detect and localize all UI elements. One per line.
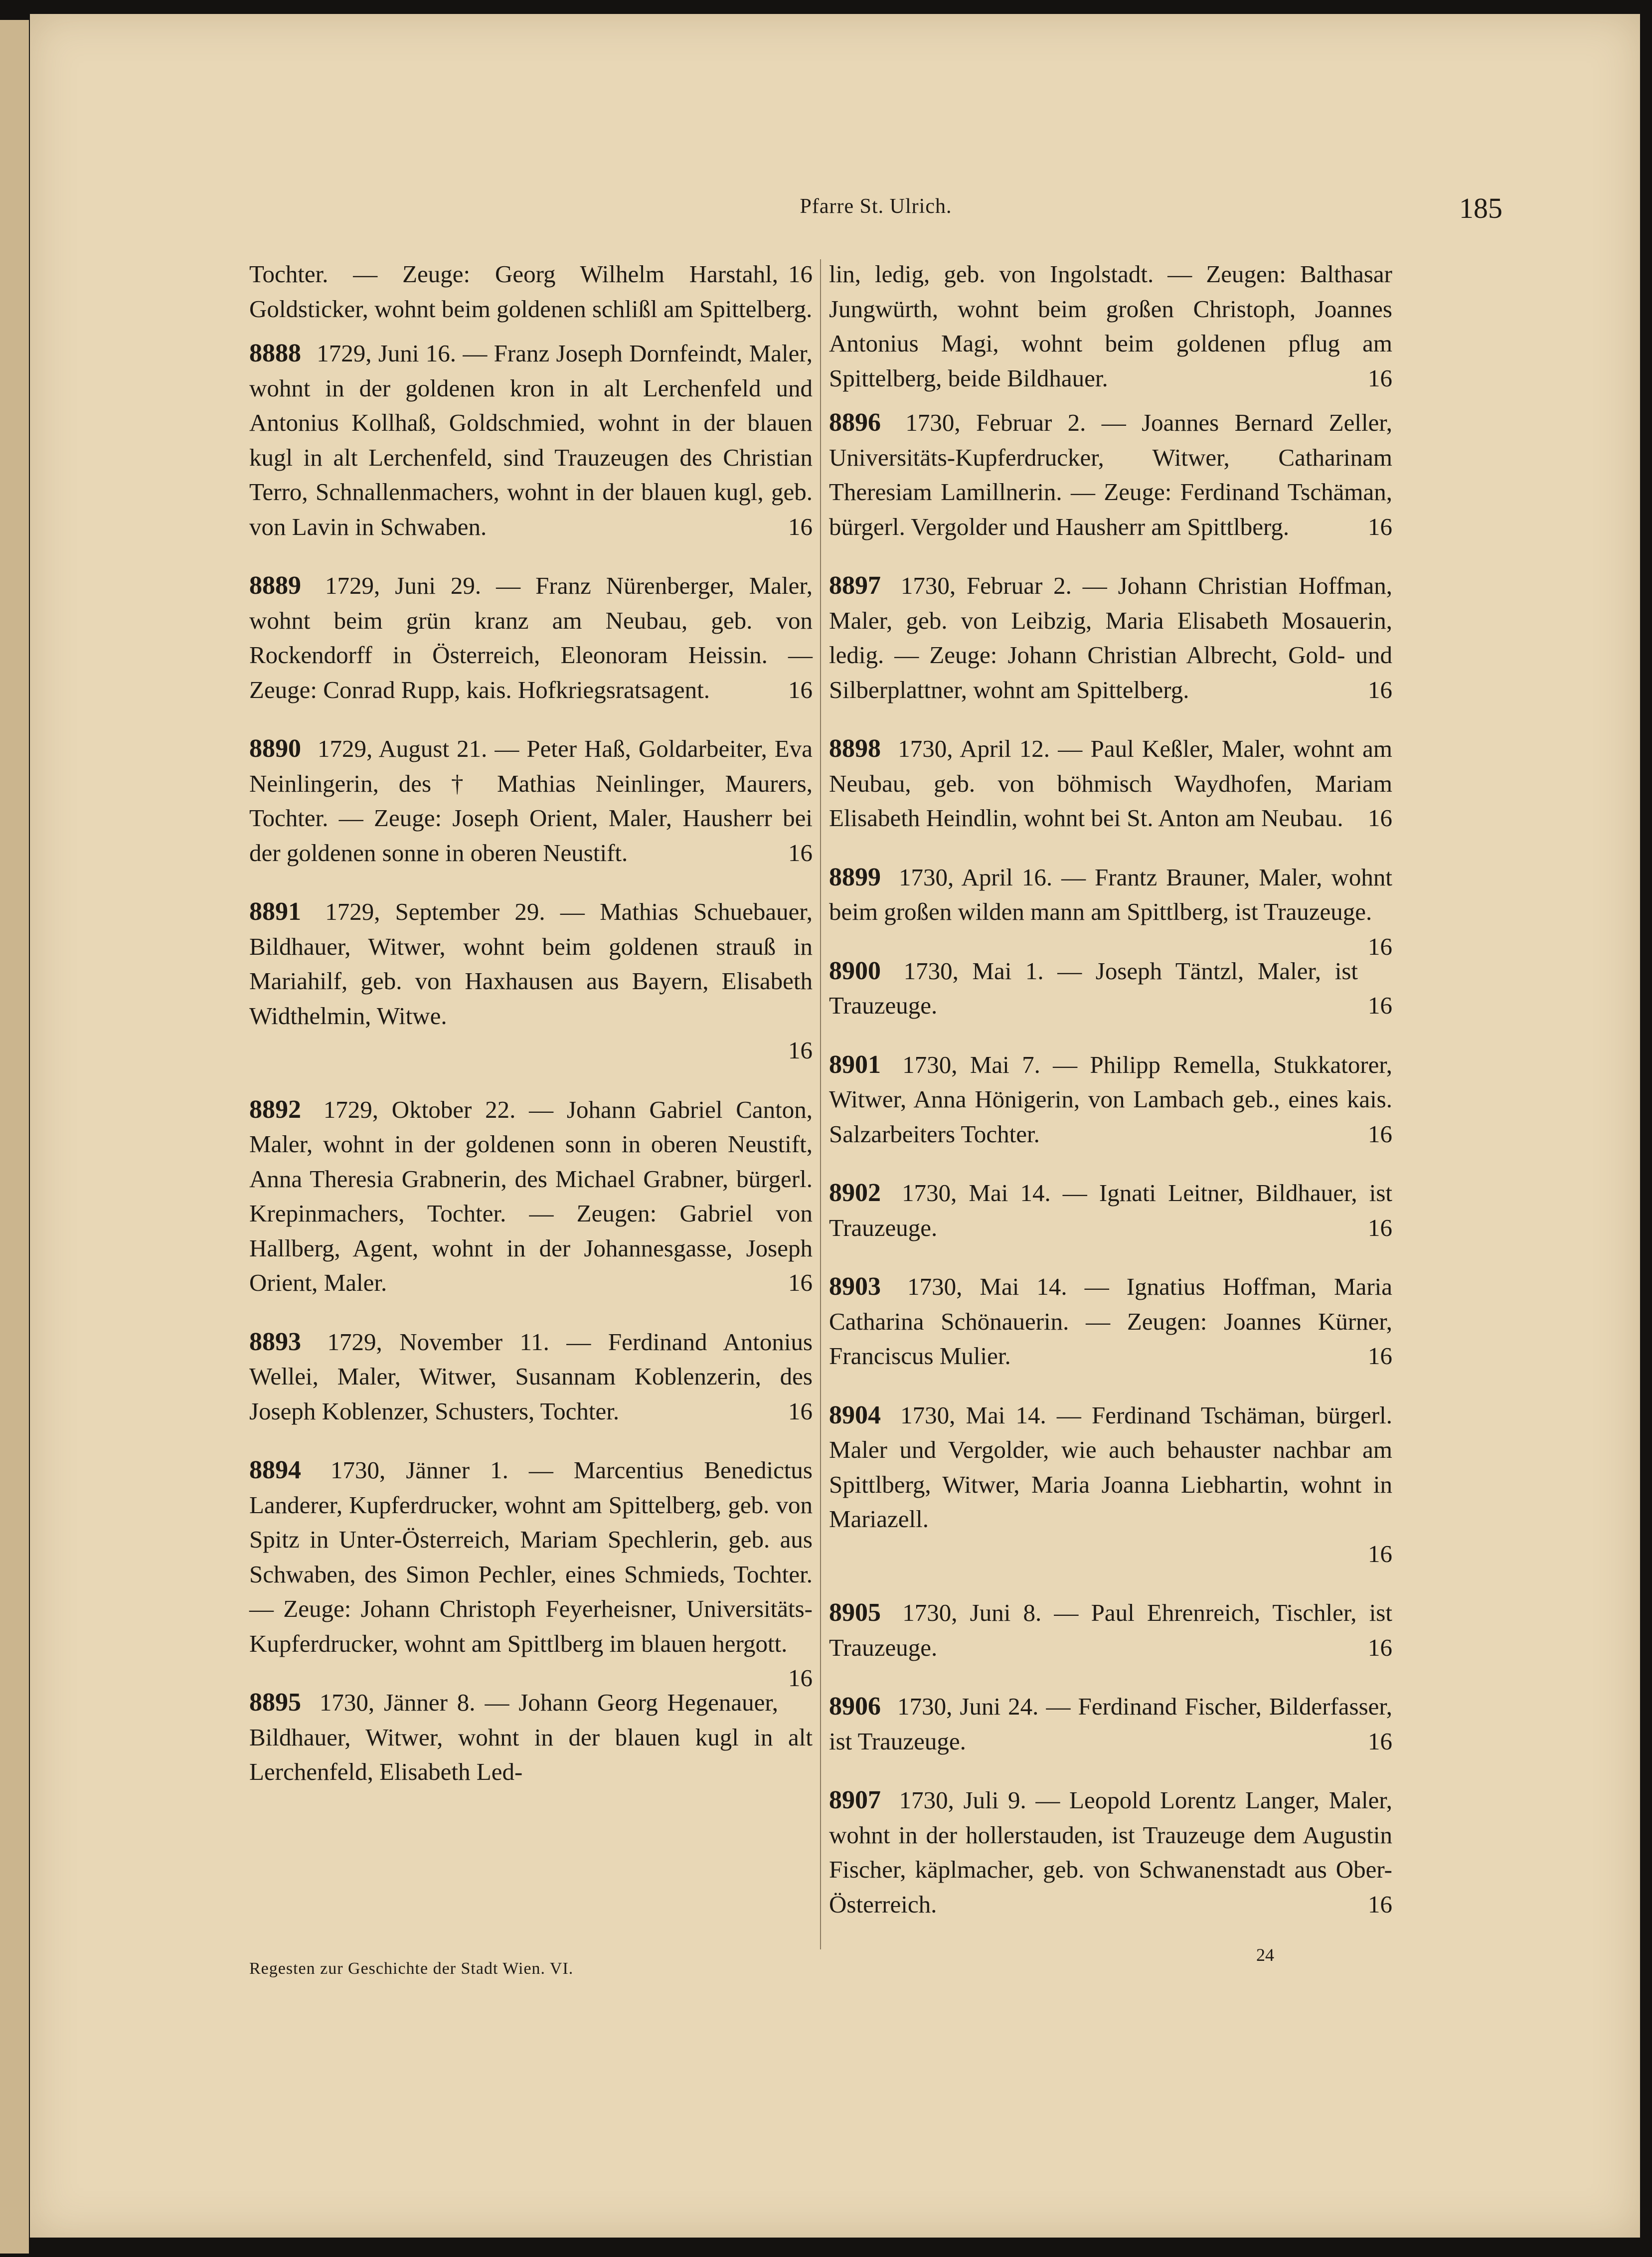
entry-text: 1729, Juni 16. — Franz Joseph Dornfeindt, Maler, wohnt in der goldenen kron in alt Lerchenfeld und Antonius Kollhaß, Goldschmied, wohnt in der blauen kugl in alt Lerchenfeld, sind Trauzeugen des Christian Terro, Schnallenmachers, wohnt in der blauen kugl, geb. von Lavin in Schwaben.	[249, 340, 813, 540]
entry-text: 1730, Juli 9. — Leopold Lorentz Langer, Maler, wohnt in der hollerstauden, ist Trauzeuge dem Augustin Fischer, käplmacher, geb. von Schwanenstadt aus Ober-Österreich.	[829, 1786, 1392, 1918]
entry-8902	[829, 1176, 1392, 1245]
entry-number: 8895	[249, 1688, 301, 1717]
entry-number: 8891	[249, 897, 301, 926]
entry-ref: 16	[1368, 513, 1392, 540]
entry-ref: 16	[788, 1037, 813, 1064]
entry-ref: 16	[1368, 1633, 1392, 1661]
entry-ref: 16	[1368, 992, 1392, 1019]
entry-number: 8904	[829, 1400, 881, 1429]
entry-text: 1730, Februar 2. — Joannes Bernard Zeller, Universitäts-Kupferdrucker, Witwer, Catharinam Theresiam Lamillnerin. — Zeuge: Ferdinand Tschäman, bürgerl. Vergolder und Hausherr am Spittlberg.	[829, 409, 1392, 540]
entry-8900	[829, 954, 1392, 1023]
entry-ref: 16	[1368, 1540, 1392, 1567]
entry-text: 1729, Oktober 22. — Johann Gabriel Canton, Maler, wohnt in der goldenen sonn in oberen Neustift, Anna Theresia Grabnerin, des Michael Grabner, bürgerl. Krepinmachers, Tochter. — Zeugen: Gabriel von Hallberg, Agent, wohnt in der Johannesgasse, Joseph Orient, Maler.	[249, 1095, 813, 1296]
entry-8904	[829, 1398, 1392, 1571]
entry-number: 8893	[249, 1327, 301, 1356]
entry-number: 8901	[829, 1050, 881, 1079]
entry-8889	[249, 568, 813, 707]
entry-number: 8899	[829, 863, 881, 891]
entry-continuation	[249, 257, 813, 326]
entry-number: 8888	[249, 339, 301, 367]
entry-ref: 16	[1368, 676, 1392, 703]
entry-8901	[829, 1047, 1392, 1152]
entry-number: 8898	[829, 734, 881, 763]
entry-continuation	[829, 257, 1392, 395]
entry-8890	[249, 731, 813, 870]
entry-8895	[249, 1685, 813, 1789]
entry-8905	[829, 1595, 1392, 1665]
running-head: Pfarre St. Ulrich.	[800, 195, 952, 218]
entry-text: 1730, Jänner 8. — Johann Georg Hegenauer, Bildhauer, Witwer, wohnt in der blauen kugl in alt Lerchenfeld, Elisabeth Led-	[249, 1689, 813, 1785]
entry-text: 1730, Mai 14. — Ignatius Hoffman, Maria Catharina Schönauerin. — Zeugen: Joannes Kürner, Franciscus Mulier.	[829, 1273, 1393, 1370]
entry-ref: 16	[788, 1269, 813, 1296]
entry-number: 8894	[249, 1456, 301, 1484]
entry-text: 1730, Mai 14. — Ferdinand Tschäman, bürgerl. Maler und Vergolder, wie auch behauster nachbar am Spittlberg, Witwer, Maria Joanna Liebhartin, wohnt in Mariazell.	[829, 1401, 1393, 1533]
entry-8892	[249, 1092, 813, 1300]
entry-ref: 16	[788, 1664, 813, 1692]
entry-8906	[829, 1689, 1392, 1758]
entry-ref: 16	[788, 676, 813, 703]
entry-ref: 16	[788, 513, 813, 540]
entry-8907	[829, 1783, 1392, 1921]
entry-8894	[249, 1453, 813, 1692]
right-column	[829, 257, 1392, 1946]
entry-ref: 16	[1368, 1890, 1392, 1918]
entry-number: 8900	[829, 956, 881, 985]
entry-text: 1730, Mai 14. — Ignati Leitner, Bildhauer, ist Trauzeuge.	[829, 1179, 1393, 1241]
entry-number: 8896	[829, 408, 881, 437]
entry-ref: 16	[1368, 1120, 1392, 1148]
entry-ref: 16	[1368, 932, 1392, 960]
entry-number: 8890	[249, 734, 301, 763]
entry-ref: 16	[1368, 364, 1392, 392]
entry-ref: 16	[788, 260, 813, 288]
entry-8888	[249, 336, 813, 544]
entry-text: 1730, April 16. — Frantz Brauner, Maler, wohnt beim großen wilden mann am Spittlberg, ist Trauzeuge.	[829, 863, 1393, 925]
entry-number: 8902	[829, 1179, 881, 1207]
page-number: 185	[1459, 192, 1502, 224]
entry-text: 1730, Februar 2. — Johann Christian Hoffman, Maler, geb. von Leibzig, Maria Elisabeth Mosauerin, ledig. — Zeuge: Johann Christian Albrecht, Gold- und Silberplattner, wohnt am Spittelberg.	[829, 572, 1393, 703]
entry-8898	[829, 731, 1392, 836]
entry-8897	[829, 568, 1392, 707]
page-footer: Regesten zur Geschichte der Stadt Wien. VI.	[249, 1959, 574, 1978]
entry-number: 8906	[829, 1692, 881, 1721]
entry-8899	[829, 860, 1393, 960]
entry-text: Tochter. — Zeuge: Georg Wilhelm Harstahl, Goldsticker, wohnt beim goldenen schlißl am Spittelberg.	[249, 260, 813, 323]
entry-number: 8892	[249, 1095, 301, 1124]
entry-number: 8903	[829, 1272, 881, 1301]
book-spine-edge	[0, 20, 29, 2254]
entry-text: 1730, Jänner 1. — Marcentius Benedictus Landerer, Kupferdrucker, wohnt am Spittelberg, geb. von Spitz in Unter-Österreich, Mariam Spechlerin, geb. aus Schwaben, des Simon Pechler, eines Schmieds, Tochter. — Zeuge: Johann Christoph Feyerheisner, Universitäts-Kupferdrucker, wohnt am Spittlberg im blauen hergott.	[249, 1456, 813, 1657]
entry-number: 8897	[829, 571, 881, 600]
entry-text: 1729, Juni 29. — Franz Nürenberger, Maler, wohnt beim grün kranz am Neubau, geb. von Rockendorff in Österreich, Eleonoram Heissin. — Zeuge: Conrad Rupp, kais. Hofkriegsratsagent.	[249, 572, 813, 703]
entry-ref: 16	[788, 839, 813, 867]
column-divider	[820, 259, 821, 1949]
entry-text: 1729, November 11. — Ferdinand Antonius Wellei, Maler, Witwer, Susannam Koblenzerin, des Joseph Koblenzer, Schusters, Tochter.	[249, 1328, 813, 1425]
entry-ref: 16	[1368, 804, 1392, 832]
entry-text: 1729, August 21. — Peter Haß, Goldarbeiter, Eva Neinlingerin, des † Mathias Neinlinger, Maurers, Tochter. — Zeuge: Joseph Orient, Maler, Hausherr bei der goldenen sonne in oberen Neustift.	[249, 735, 813, 867]
entry-8896	[829, 405, 1392, 544]
left-column	[249, 257, 813, 1814]
entry-8903	[829, 1269, 1392, 1374]
entry-ref: 16	[788, 1397, 813, 1425]
entry-8893	[249, 1325, 813, 1429]
signature-mark: 24	[1256, 1945, 1274, 1965]
entry-ref: 16	[1368, 1727, 1392, 1755]
entry-text: 1730, Juni 8. — Paul Ehrenreich, Tischler, ist Trauzeuge.	[829, 1599, 1392, 1661]
entry-text: 1730, April 12. — Paul Keßler, Maler, wohnt am Neubau, geb. von böhmisch Waydhofen, Mariam Elisabeth Heindlin, wohnt bei St. Anton am Neubau.	[829, 735, 1393, 832]
entry-ref: 16	[1368, 1214, 1392, 1241]
entry-text: 1730, Juni 24. — Ferdinand Fischer, Bilderfasser, ist Trauzeuge.	[829, 1693, 1393, 1755]
entry-ref: 16	[1368, 1342, 1392, 1370]
entry-number: 8889	[249, 571, 301, 600]
entry-text: 1730, Mai 1. — Joseph Täntzl, Maler, ist Trauzeuge.	[829, 957, 1358, 1019]
entry-8891	[249, 894, 813, 1068]
page-header	[249, 194, 1502, 234]
entry-number: 8905	[829, 1598, 881, 1627]
entry-text: lin, ledig, geb. von Ingolstadt. — Zeugen: Balthasar Jungwürth, wohnt beim großen Christoph, Joannes Antonius Magi, wohnt beim goldenen pflug am Spittelberg, beide Bildhauer.	[829, 260, 1392, 392]
entry-text: 1730, Mai 7. — Philipp Remella, Stukkatorer, Witwer, Anna Hönigerin, von Lambach geb., eines kais. Salzarbeiters Tochter.	[829, 1050, 1392, 1148]
entry-text: 1729, September 29. — Mathias Schuebauer, Bildhauer, Witwer, wohnt beim goldenen strauß in Mariahilf, geb. von Haxhausen aus Bayern, Elisabeth Widthelmin, Witwe.	[249, 898, 813, 1030]
entry-number: 8907	[829, 1786, 881, 1814]
